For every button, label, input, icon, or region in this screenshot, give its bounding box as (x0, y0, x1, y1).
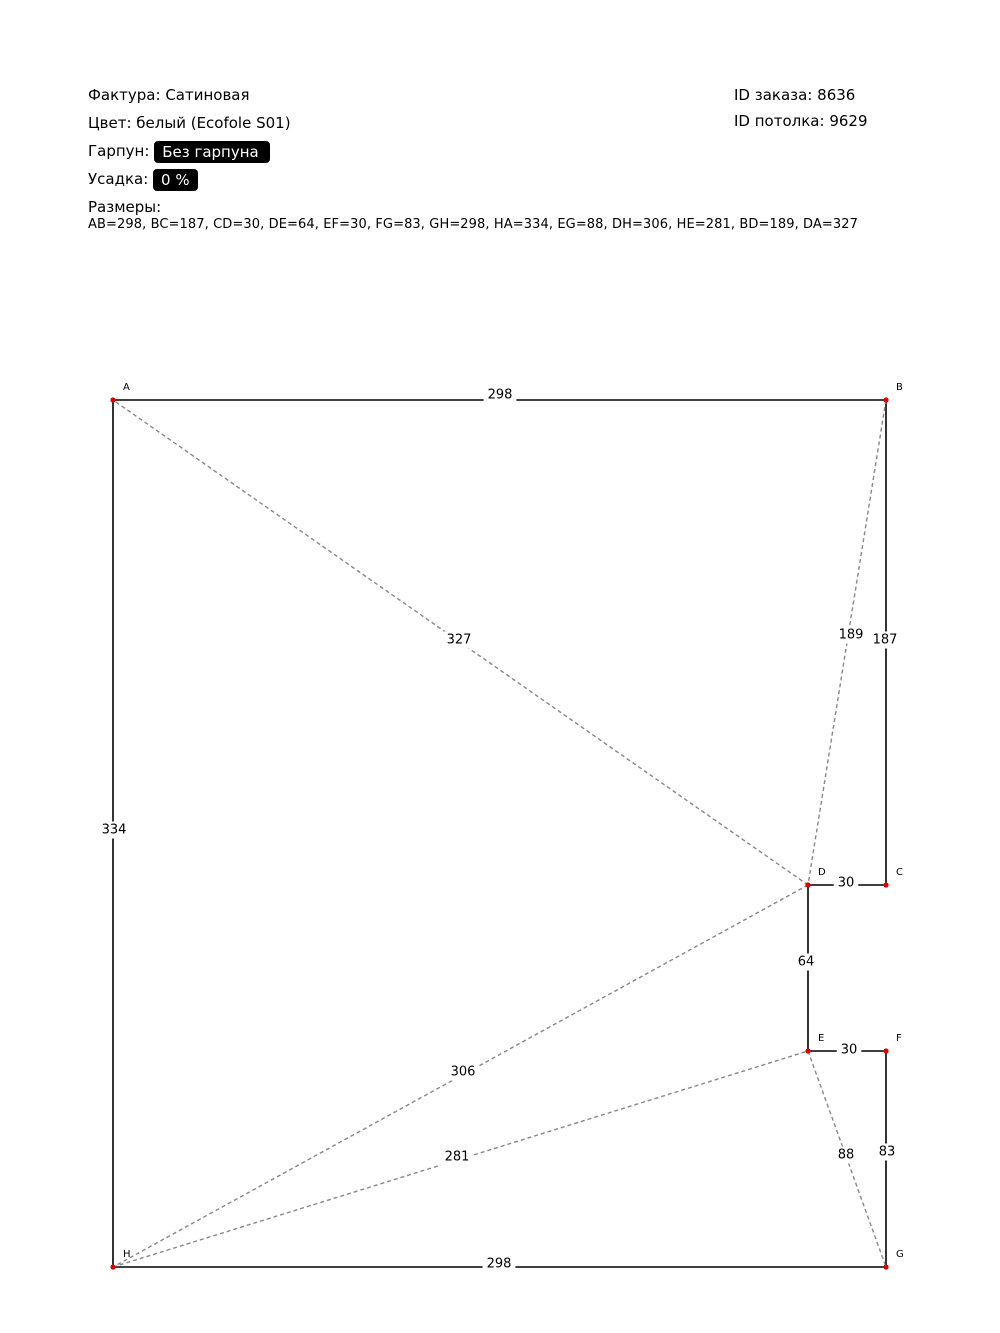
vertex-label-g: G (896, 1249, 904, 1260)
edge-length-g-h: 298 (486, 1256, 512, 1272)
edge-length-e-g: 88 (837, 1147, 855, 1163)
shrink-label: Усадка: (88, 170, 149, 188)
edge-length-f-g: 83 (878, 1144, 896, 1160)
length-labels-layer (98, 387, 902, 1273)
sizes-title: Размеры: (88, 198, 162, 216)
harpoon-label: Гарпун: (88, 142, 150, 160)
order-id-label: ID заказа: (734, 86, 813, 104)
vertex-label-f: F (896, 1033, 902, 1044)
color-label: Цвет: (88, 114, 132, 132)
edge-length-d-a: 327 (446, 632, 472, 648)
vertex-e (805, 1048, 810, 1053)
texture-value: Сатиновая (165, 86, 250, 104)
edge-length-b-c: 187 (872, 632, 898, 648)
vertex-label-d: D (818, 867, 826, 878)
edge-length-a-b: 298 (487, 387, 513, 403)
edge-length-h-a: 334 (101, 822, 127, 838)
edge-length-e-f: 30 (840, 1042, 858, 1058)
ceiling-id-value: 9629 (829, 112, 868, 130)
order-id-value: 8636 (817, 86, 856, 104)
ceiling-id-label: ID потолка: (734, 112, 825, 130)
sizes-list: AB=298, BC=187, CD=30, DE=64, EF=30, FG=83, GH=298, HA=334, EG=88, DH=306, HE=281, BD=189, DA=327 (88, 217, 859, 232)
vertex-label-b: B (896, 382, 903, 393)
vertex-c (883, 882, 888, 887)
edge-length-d-e: 64 (797, 954, 815, 970)
vertex-g (883, 1264, 888, 1269)
harpoon-badge: Без гарпуна (154, 141, 270, 163)
vertex-h (110, 1264, 115, 1269)
vertex-b (883, 397, 888, 402)
edge-length-c-d: 30 (837, 875, 855, 891)
edge-length-d-h: 306 (450, 1064, 476, 1080)
vertex-a (110, 397, 115, 402)
texture-label: Фактура: (88, 86, 161, 104)
vertex-label-e: E (818, 1033, 825, 1044)
vertex-label-a: A (123, 382, 130, 393)
shrink-badge: 0 % (153, 169, 198, 191)
vertices-layer (110, 382, 903, 1270)
vertex-f (883, 1048, 888, 1053)
vertex-d (805, 882, 810, 887)
edge-length-b-d: 189 (838, 627, 864, 643)
edge-length-h-e: 281 (444, 1149, 470, 1165)
vertex-label-c: C (896, 867, 903, 878)
edges-layer (113, 400, 886, 1267)
color-value: белый (Ecofole S01) (136, 114, 291, 132)
vertex-label-h: H (123, 1249, 131, 1260)
